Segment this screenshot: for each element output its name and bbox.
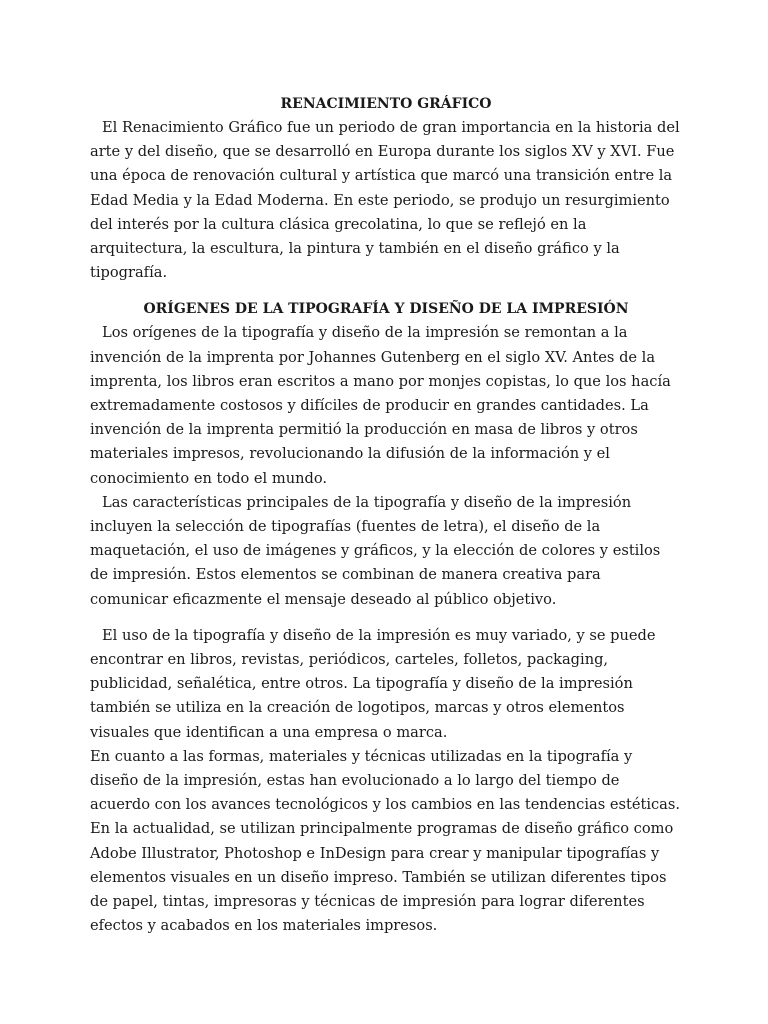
- document-title: RENACIMIENTO GRÁFICO: [280, 96, 492, 112]
- paragraph-uses: El uso de la tipografía y diseño de la impresión es muy variado, y se puede encontrar en libros, revistas, periódicos, carteles, folletos, packaging, publicidad, señalética, entre otros. La tipografía y diseño de la impresión también se utiliza en la creación de logotipos, marcas y otros elementos visuales que identifican a una empresa o marca.: [90, 626, 656, 741]
- paragraph-characteristics: Las características principales de la tipografía y diseño de la impresión incluyen la selección de tipografías (fuentes de letra), el diseño de la maquetación, el uso de imágenes y gráficos, y la elección de colores y estilos de impresión. Estos elementos se combinan de manera creativa para comunicar eficazmente el mensaje deseado al público objetivo.: [90, 493, 661, 608]
- paragraph-forms-materials: En cuanto a las formas, materiales y técnicas utilizadas en la tipografía y diseño de la impresión, estas han evolucionado a lo largo del tiempo de acuerdo con los avances tecnológicos y los cambios en las tendencias estéticas. En la actualidad, se utilizan principalmente programas de diseño gráfico como Adobe Illustrator, Photoshop e InDesign para crear y manipular tipografías y elementos visuales en un diseño impreso. También se utilizan diferentes tipos de papel, tintas, impresoras y técnicas de impresión para lograr diferentes efectos y acabados en los materiales impresos.: [90, 747, 681, 935]
- document-page: [90, 92, 682, 939]
- paragraph-origins: Los orígenes de la tipografía y diseño de la impresión se remontan a la invención de la imprenta por Johannes Gutenberg en el siglo XV. Antes de la imprenta, los libros eran escritos a mano por monjes copistas, lo que los hacía extremadamente costosos y difíciles de producir en grandes cantidades. La invención de la imprenta permitió la producción en masa de libros y otros materiales impresos, revolucionando la difusión de la información y el conocimiento en todo el mundo.: [90, 324, 671, 487]
- section-heading: ORÍGENES DE LA TIPOGRAFÍA Y DISEÑO DE LA IMPRESIÓN: [143, 301, 629, 318]
- intro-paragraph: El Renacimiento Gráfico fue un periodo de gran importancia en la historia del arte y del diseño, que se desarrolló en Europa durante los siglos XV y XVI. Fue una época de renovación cultural y artística que marcó una transición entre la Edad Media y la Edad Moderna. En este periodo, se produjo un resurgimiento del interés por la cultura clásica grecolatina, lo que se reflejó en la arquitectura, la escultura, la pintura y también en el diseño gráfico y la tipografía.: [90, 119, 680, 282]
